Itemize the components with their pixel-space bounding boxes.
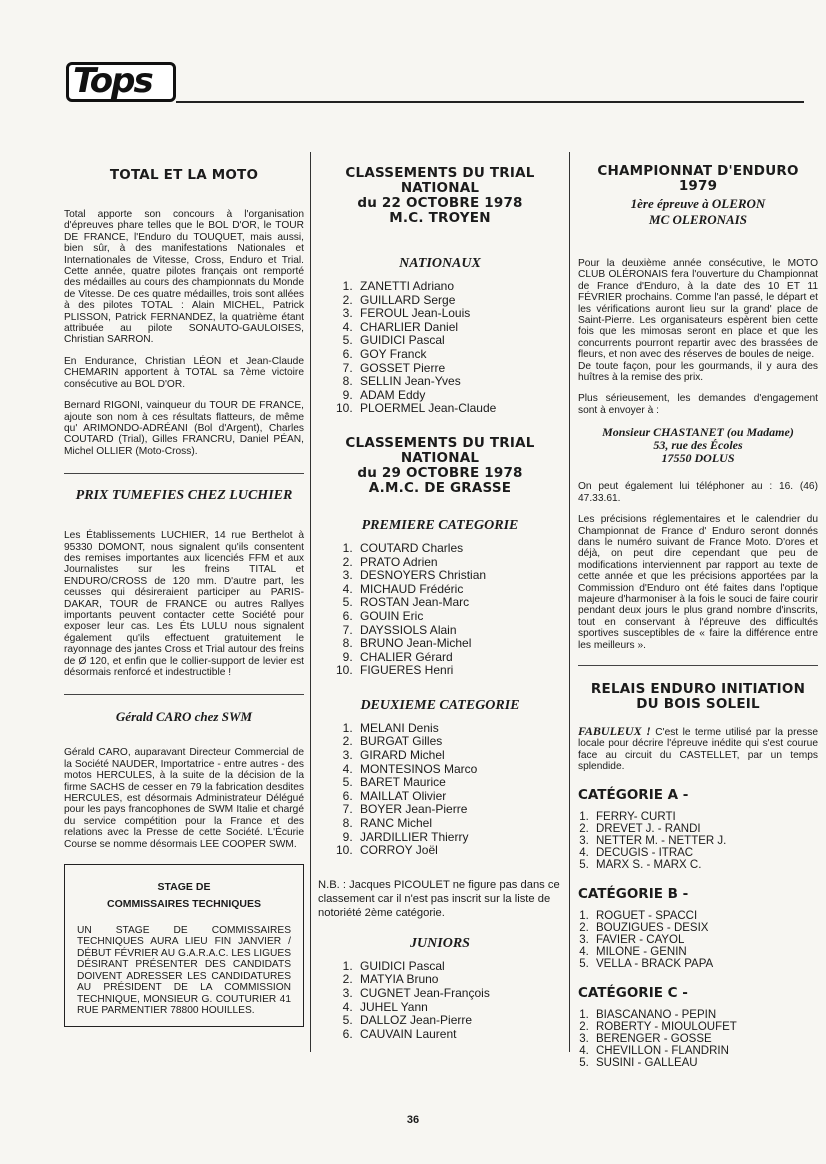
list-item: 5. DALLOZ Jean-Pierre (356, 1014, 562, 1028)
list-item: 5. ROSTAN Jean-Marc (356, 596, 562, 610)
relais-title (578, 682, 818, 712)
paragraph (578, 723, 819, 773)
list-item: 9. JARDILLIER Thierry (356, 831, 562, 845)
list-item: 9. CHALIER Gérard (356, 651, 562, 665)
list-item: 5. GUIDICI Pascal (356, 334, 562, 348)
list-item: 5. SUSINI - GALLEAU (592, 1057, 818, 1069)
list-title-nationaux: NATIONAUX (399, 256, 481, 271)
list-item: 6. CAUVAIN Laurent (356, 1028, 562, 1042)
list-item: 3. GIRARD Michel (356, 749, 562, 763)
paragraph: Pour la deuxième année consécutive, le MOTO CLUB OLÉRONAIS fera l'ouverture du Championnat de France d'Enduro, à la date des 10 ET 11 FÉVRIER prochains. Comme l'an passé, le départ et les vérifications auront lieu sur la grand' place de Saint-Pierre. Les organisateurs espèrent bien cette fois que les mimosas seront en place et que les concurrents pourront repartir avec des brassées de fleurs, et non avec des réserves de boules de neige. (578, 258, 818, 361)
box-title-line: COMMISSAIRES TECHNIQUES (106, 898, 261, 911)
list-item: 1. FERRY- CURTI (592, 811, 818, 823)
category-b-list (578, 910, 818, 971)
paragraph: Gérald CARO, auparavant Directeur Commercial de la Société NAUDER, Importatrice - entre autres - des motos HERCULES, à la suite de la décision de la firme SACHS de cesser en 79 la fabrication desdites HERCULES, est désormais Administrateur Délégué pour les pays francophones de SWM Italie et chargé du service compétition pour la France et des relations avec la Presse de cette Société. L'Écurie Course se nomme désormais LEE COOPER SWM. (64, 747, 304, 850)
list-item: 4. CHEVILLON - FLANDRIN (592, 1045, 818, 1057)
list-title-juniors: JUNIORS (410, 935, 470, 951)
title-line: CLASSEMENTS DU TRIAL NATIONAL (345, 434, 535, 466)
address-line: Monsieur CHASTANET (ou Madame) (602, 425, 794, 440)
deuxieme-list (318, 722, 562, 858)
category-a-list (578, 811, 818, 872)
list-item: 9. ADAM Eddy (356, 389, 562, 403)
list-item: 2. GUILLARD Serge (356, 294, 562, 308)
category-a-title: CATÉGORIE A - (578, 786, 689, 803)
page-number: 36 (406, 1114, 420, 1126)
stage-box (64, 864, 304, 1027)
enduro-title: CHAMPIONNAT D'ENDURO 1979 (597, 163, 799, 194)
title-line: RELAIS ENDURO INITIATION (590, 680, 806, 697)
list-item: 1. MELANI Denis (356, 722, 562, 736)
list-item: 2. ROBERTY - MIOULOUFET (592, 1021, 818, 1033)
category-c-title: CATÉGORIE C - (578, 984, 688, 1001)
title-line: CLASSEMENTS DU TRIAL NATIONAL (345, 165, 535, 196)
paragraph: Les précisions réglementaires et le calendrier du Championnat de France d' Enduro seront donnés dans le numéro suivant de France Moto. D'ores et déjà, on peut dire cependant que peu de modifications interviennent par rapport au texte de cette année et que les précisions apportées par la Commission d'Enduro ont été faites dans l'optique majeure d'harmoniser à la fois le souci de faire courir pendant deux jours le plus grand nombre d'inscrits, tout en conservant à l'épreuve des difficultés sportives susceptibles de « faire la différence entre les meilleurs ». (578, 514, 818, 651)
title-line: du 22 OCTOBRE 1978 (357, 195, 523, 211)
list-item: 1. ZANETTI Adriano (356, 280, 562, 294)
list-item: 4. MILONE - GENIN (592, 946, 818, 958)
list-item: 6. GOY Franck (356, 348, 562, 362)
section-title-luchier: PRIX TUMEFIES CHEZ LUCHIER (75, 488, 293, 504)
address-block (578, 426, 818, 465)
box-text: UN STAGE DE COMMISSAIRES TECHNIQUES AURA LIEU FIN JANVIER / DÉBUT FÉVRIER AU G.A.R.A.C. LES LIGUES DÉSIRANT PRÉSENTER DES CANDIDATS DOIVENT ADRESSER LES CANDIDATURES AU PRÉSIDENT DE LA COMMISSION TECHNIQUE, MONSIEUR G. COUTURIER 41 RUE PARMENTIER 78800 HOUILLES. (77, 925, 291, 1016)
enduro-club: MC OLERONAIS (649, 212, 747, 227)
title-line: A.M.C. DE GRASSE (368, 479, 512, 496)
box-title (77, 879, 291, 913)
category-b-title: CATÉGORIE B - (578, 885, 689, 902)
list-item: 4. MONTESINOS Marco (356, 763, 562, 777)
title-line: M.C. TROYEN (389, 210, 491, 226)
column-left (64, 150, 304, 1027)
list-item: 3. CUGNET Jean-François (356, 987, 562, 1001)
section-title-total: TOTAL ET LA MOTO (109, 167, 259, 183)
list-item: 7. GOSSET Pierre (356, 362, 562, 376)
lead-text: C'est le terme utilisé par la presse locale pour décrire l'épreuve inédite qui s'est courue face au circuit du CASTELLET, par un temps splendide. (578, 726, 819, 773)
lead-word: FABULEUX ! (578, 723, 651, 738)
list-item: 1. GUIDICI Pascal (356, 960, 562, 974)
list-item: 2. MATYIA Bruno (356, 973, 562, 987)
address-line: 53, rue des Écoles (653, 438, 743, 453)
paragraph: Total apporte son concours à l'organisation d'épreuves phare telles que le BOL D'OR, le TOUR DE FRANCE, l'Enduro du TOUQUET, mais aussi, bien sûr, à des manifestations Nationales et Internationales de Vitesse, Cross, Enduro et Trial. Cette année, quatre pilotes français ont remporté des médailles au cours des championnats du Monde de Vitesse. De ces quatre médailles, trois sont allées à des pilotes TOTAL : Alain MICHEL, Patrick PLISSON, Patrick FERNANDEZ, la quatrième étant attribuée au pilote SONAUTO-GAULOISES, Christian SARRON. (64, 209, 304, 346)
section-title-caro: Gérald CARO chez SWM (115, 709, 253, 725)
box-title-line: STAGE DE (157, 881, 211, 894)
list-item: 4. JUHEL Yann (356, 1001, 562, 1015)
category-c-list (578, 1009, 818, 1070)
list-item: 4. CHARLIER Daniel (356, 321, 562, 335)
column-divider (569, 152, 570, 1052)
list-title-premiere: PREMIERE CATEGORIE (361, 517, 519, 533)
nb-note: N.B. : Jacques PICOULET ne figure pas dans ce classement car il n'est pas inscrit sur la liste de notoriété 2ème catégorie. (318, 878, 560, 919)
list-item: 10. FIGUERES Henri (356, 664, 562, 678)
column-middle (318, 150, 562, 1041)
list-item: 10. PLOERMEL Jean-Claude (356, 402, 562, 416)
list-item: 4. MICHAUD Frédéric (356, 583, 562, 597)
address-line: 17550 DOLUS (661, 451, 735, 466)
section-divider (64, 473, 304, 474)
paragraph: Bernard RIGONI, vainqueur du TOUR DE FRANCE, ajoute son nom à ces résultats flatteurs, de même qu' ARIMONDO-ADRÉANI (Bol d'Argent), Charles COUTARD (Trial), Gilles FRANCRU, Daniel PÉAN, Michel OLLIER (Moto-Cross). (64, 400, 304, 457)
list-item: 6. GOUIN Eric (356, 610, 562, 624)
list-item: 2. BOUZIGUES - DESIX (592, 922, 818, 934)
list-item: 8. BRUNO Jean-Michel (356, 637, 562, 651)
list-item: 3. FAVIER - CAYOL (592, 934, 818, 946)
nationaux-list (318, 280, 562, 416)
paragraph: De toute façon, pour les gourmands, il y aura des huîtres à la remise des prix. (578, 360, 818, 384)
list-item: 1. BIASCANANO - PEPIN (592, 1009, 818, 1021)
paragraph: En Endurance, Christian LÉON et Jean-Claude CHEMARIN apportent à TOTAL sa 7ème victoire consécutive au BOL D'OR. (64, 355, 304, 390)
trial-title-1 (318, 166, 562, 226)
trial-title-2 (318, 436, 562, 496)
column-right (578, 150, 818, 1070)
list-item: 3. FEROUL Jean-Louis (356, 307, 562, 321)
list-title-deuxieme: DEUXIEME CATEGORIE (360, 697, 520, 713)
list-item: 8. SELLIN Jean-Yves (356, 375, 562, 389)
list-item: 8. RANC Michel (356, 817, 562, 831)
list-item: 3. BERENGER - GOSSE (592, 1033, 818, 1045)
enduro-subtitle: 1ère épreuve à OLERON (630, 196, 766, 211)
list-item: 2. PRATO Adrien (356, 556, 562, 570)
logo-text: Tops (73, 61, 152, 101)
header-rule (176, 101, 804, 103)
list-item: 2. BURGAT Gilles (356, 735, 562, 749)
column-divider (310, 152, 311, 1052)
tops-logo (66, 62, 176, 102)
title-line: DU BOIS SOLEIL (636, 695, 760, 712)
list-item: 3. NETTER M. - NETTER J. (592, 835, 818, 847)
list-item: 3. DESNOYERS Christian (356, 569, 562, 583)
list-item: 1. COUTARD Charles (356, 542, 562, 556)
list-item: 10. CORROY Joël (356, 844, 562, 858)
list-item: 5. MARX S. - MARX C. (592, 859, 818, 871)
section-divider (64, 694, 304, 695)
list-item: 7. BOYER Jean-Pierre (356, 803, 562, 817)
list-item: 2. DREVET J. - RANDI (592, 823, 818, 835)
list-item: 6. MAILLAT Olivier (356, 790, 562, 804)
title-line: du 29 OCTOBRE 1978 (357, 464, 523, 481)
list-item: 7. DAYSSIOLS Alain (356, 624, 562, 638)
paragraph: Les Établissements LUCHIER, 14 rue Berthelot à 95330 DOMONT, nous signalent qu'ils consentent des remises importantes aux licenciés FFM et aux Journalistes sur les freins TITAL et ENDURO/CROSS de 120 mm. D'autre part, les ceusses qui désireraient participer au PARIS-DAKAR, TOUR de FRANCE ou autres Rallyes importants peuvent contacter cette Société pour exposer leur cas. Les Éts LULU nous signalent également qu'ils effectuent gratuitement le rayonnage des jantes Cross et Trial autour des freins de Ø 120, et enfin que le collier-support de levier est désormais renforcé et indestructible ! (64, 530, 304, 678)
juniors-list (318, 960, 562, 1042)
list-item: 4. DECUGIS - ITRAC (592, 847, 818, 859)
paragraph: Plus sérieusement, les demandes d'engagement sont à envoyer à : (578, 393, 818, 416)
list-item: 5. VELLA - BRACK PAPA (592, 958, 818, 970)
paragraph: On peut également lui téléphoner au : 16. (46) 47.33.61. (578, 481, 818, 504)
section-divider (578, 665, 818, 666)
list-item: 5. BARET Maurice (356, 776, 562, 790)
premiere-list (318, 542, 562, 678)
list-item: 1. ROGUET - SPACCI (592, 910, 818, 922)
